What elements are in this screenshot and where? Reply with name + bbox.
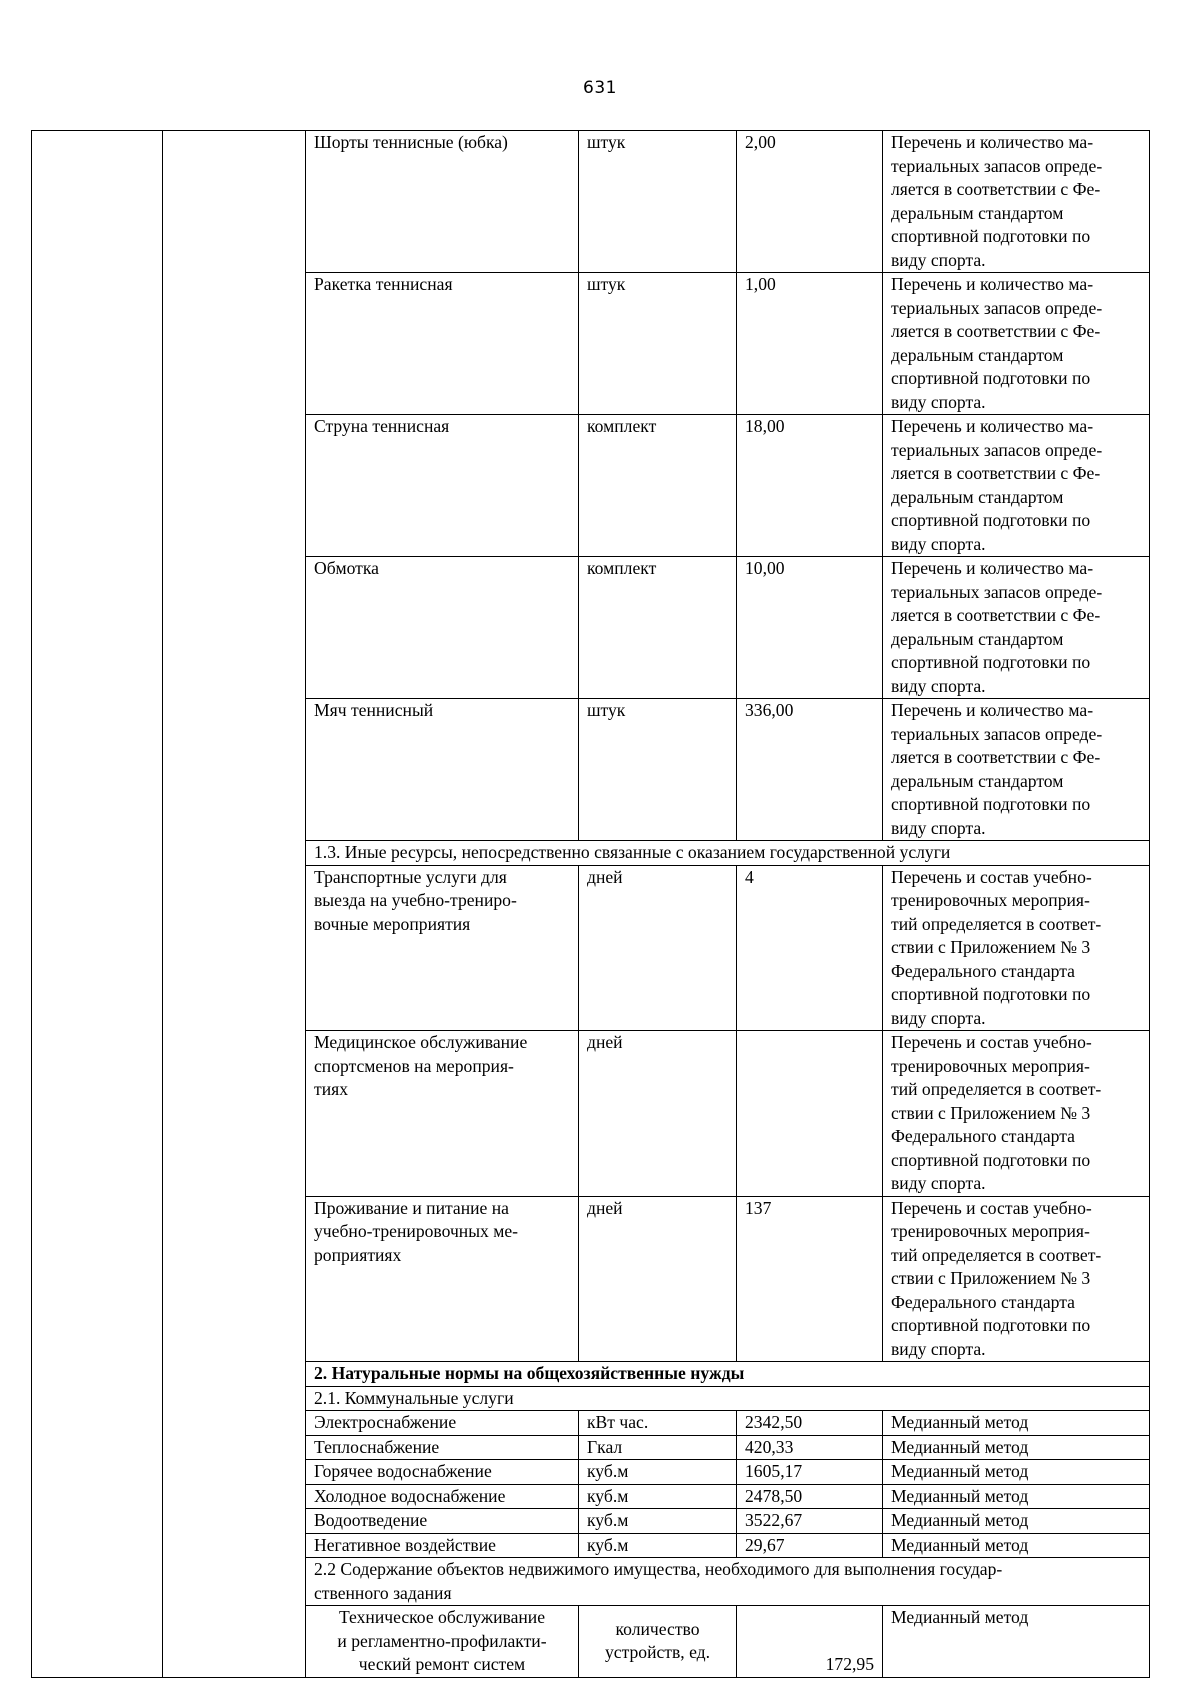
utility-unit: куб.м — [579, 1533, 737, 1558]
blank-column-1 — [32, 131, 163, 1678]
utility-value: 420,33 — [737, 1435, 883, 1460]
maintenance-name: Техническое обслуживание и регламентно-профилакти- ческий ремонт систем — [306, 1606, 579, 1678]
section-heading: 2. Натуральные нормы на общехозяйственные нужды — [306, 1362, 1150, 1387]
utility-name: Водоотведение — [306, 1509, 579, 1534]
resource-note: Перечень и количество ма- териальных запасов опреде- ляется в соответствии с Фе- деральным стандартом спортивной подготовки по виду спорта. — [883, 131, 1150, 273]
utility-name: Холодное водоснабжение — [306, 1484, 579, 1509]
utility-value: 29,67 — [737, 1533, 883, 1558]
utility-unit: Гкал — [579, 1435, 737, 1460]
utility-unit: кВт час. — [579, 1411, 737, 1436]
blank-column-2 — [163, 131, 306, 1678]
resource-note: Перечень и состав учебно- тренировочных мероприя- тий определяется в соответ- ствии с Приложением № 3 Федерального стандарта спортивной подготовки по виду спорта. — [883, 1196, 1150, 1362]
norms-table — [31, 130, 1150, 1678]
resource-name: Шорты теннисные (юбка) — [306, 131, 579, 273]
maintenance-unit: количество устройств, ед. — [579, 1606, 737, 1678]
resource-name: Мяч теннисный — [306, 699, 579, 841]
resource-unit: дней — [579, 865, 737, 1031]
resource-name: Проживание и питание на учебно-тренировочных ме- роприятиях — [306, 1196, 579, 1362]
resource-unit: штук — [579, 699, 737, 841]
resource-value: 336,00 — [737, 699, 883, 841]
utility-method: Медианный метод — [883, 1533, 1150, 1558]
page-number: 631 — [583, 78, 617, 98]
utility-name: Теплоснабжение — [306, 1435, 579, 1460]
resource-name: Обмотка — [306, 557, 579, 699]
resource-name: Транспортные услуги для выезда на учебно-трениро- вочные мероприятия — [306, 865, 579, 1031]
utility-value: 3522,67 — [737, 1509, 883, 1534]
resource-value: 137 — [737, 1196, 883, 1362]
resource-note: Перечень и количество ма- териальных запасов опреде- ляется в соответствии с Фе- деральным стандартом спортивной подготовки по виду спорта. — [883, 699, 1150, 841]
section-heading: 2.1. Коммунальные услуги — [306, 1386, 1150, 1411]
utility-name: Горячее водоснабжение — [306, 1460, 579, 1485]
resource-note: Перечень и состав учебно- тренировочных мероприя- тий определяется в соответ- ствии с Приложением № 3 Федерального стандарта спортивной подготовки по виду спорта. — [883, 1031, 1150, 1197]
section-heading: 1.3. Иные ресурсы, непосредственно связанные с оказанием государственной услуги — [306, 841, 1150, 866]
resource-value: 1,00 — [737, 273, 883, 415]
utility-method: Медианный метод — [883, 1460, 1150, 1485]
utility-unit: куб.м — [579, 1460, 737, 1485]
resource-name: Струна теннисная — [306, 415, 579, 557]
table-row — [32, 131, 1150, 273]
utility-method: Медианный метод — [883, 1435, 1150, 1460]
utility-unit: куб.м — [579, 1484, 737, 1509]
maintenance-method: Медианный метод — [883, 1606, 1150, 1678]
resource-name: Медицинское обслуживание спортсменов на мероприя- тиях — [306, 1031, 579, 1197]
resource-value: 10,00 — [737, 557, 883, 699]
resource-unit: комплект — [579, 415, 737, 557]
resource-note: Перечень и состав учебно- тренировочных мероприя- тий определяется в соответ- ствии с Приложением № 3 Федерального стандарта спортивной подготовки по виду спорта. — [883, 865, 1150, 1031]
utility-method: Медианный метод — [883, 1509, 1150, 1534]
resource-unit: дней — [579, 1031, 737, 1197]
maintenance-value: 172,95 — [737, 1606, 883, 1678]
resource-unit: штук — [579, 131, 737, 273]
utility-method: Медианный метод — [883, 1411, 1150, 1436]
resource-value: 18,00 — [737, 415, 883, 557]
utility-name: Негативное воздействие — [306, 1533, 579, 1558]
utility-value: 1605,17 — [737, 1460, 883, 1485]
resource-unit: дней — [579, 1196, 737, 1362]
resource-unit: штук — [579, 273, 737, 415]
utility-value: 2478,50 — [737, 1484, 883, 1509]
resource-value: 4 — [737, 865, 883, 1031]
resource-note: Перечень и количество ма- териальных запасов опреде- ляется в соответствии с Фе- деральным стандартом спортивной подготовки по виду спорта. — [883, 557, 1150, 699]
utility-unit: куб.м — [579, 1509, 737, 1534]
utility-method: Медианный метод — [883, 1484, 1150, 1509]
section-heading: 2.2 Содержание объектов недвижимого имущества, необходимого для выполнения государ- ственного задания — [306, 1558, 1150, 1606]
resource-unit: комплект — [579, 557, 737, 699]
resource-name: Ракетка теннисная — [306, 273, 579, 415]
resource-note: Перечень и количество ма- териальных запасов опреде- ляется в соответствии с Фе- деральным стандартом спортивной подготовки по виду спорта. — [883, 273, 1150, 415]
resource-note: Перечень и количество ма- териальных запасов опреде- ляется в соответствии с Фе- деральным стандартом спортивной подготовки по виду спорта. — [883, 415, 1150, 557]
resource-value — [737, 1031, 883, 1197]
resource-value: 2,00 — [737, 131, 883, 273]
utility-name: Электроснабжение — [306, 1411, 579, 1436]
utility-value: 2342,50 — [737, 1411, 883, 1436]
